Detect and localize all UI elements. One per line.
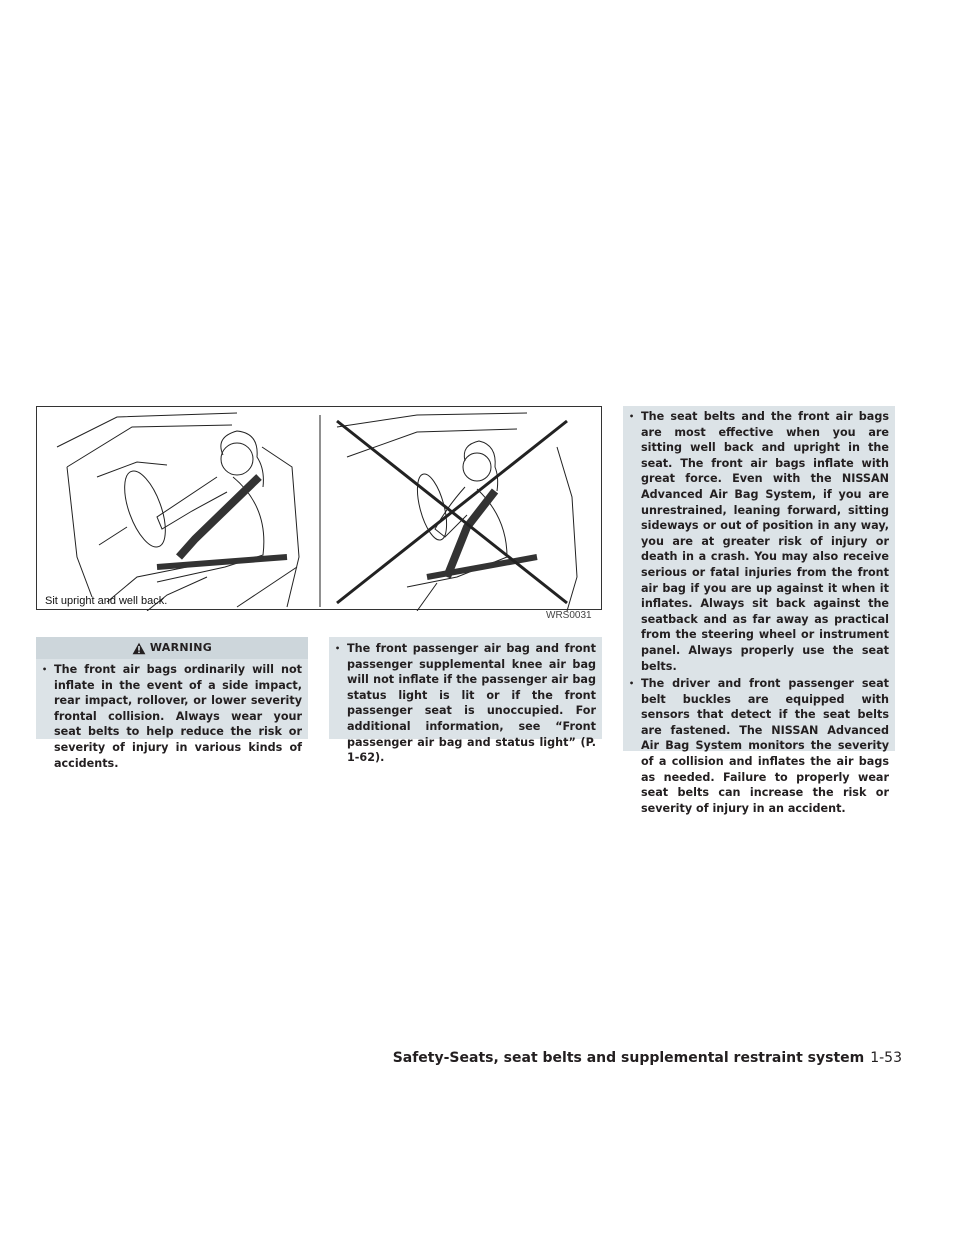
page-footer xyxy=(393,1050,902,1066)
warning-panel-left xyxy=(36,637,308,770)
warning-list-right xyxy=(623,406,895,816)
warning-header xyxy=(36,637,308,659)
warning-panel-right xyxy=(623,406,895,815)
warning-triangle-icon xyxy=(132,642,146,655)
warning-item: • The front air bags ordinarily will not inflate in the event of a side impact, rear impact, rollover, or lower severity frontal collision. Always wear your seat belts to help reduce the risk or severity of injury in various kinds of accidents. xyxy=(36,662,308,771)
footer-section-title: Safety-Seats, seat belts and supplemental restraint system xyxy=(392,1050,865,1066)
figure-caption: Sit upright and well back. xyxy=(45,595,168,607)
figure-code: WRS0031 xyxy=(546,610,592,621)
warning-panel-middle xyxy=(329,637,602,765)
seating-position-illustration xyxy=(37,407,603,611)
warning-item: • The front passenger air bag and front passenger supplemental knee air bag will not inflate if the passenger air bag status light is lit or if the front passenger seat is unoccupied. For additional information, see “Front passenger air bag and status light” (P. 1-62). xyxy=(329,641,602,766)
page-number: 1-53 xyxy=(870,1050,902,1066)
warning-heading: WARNING xyxy=(149,641,213,655)
warning-list-left xyxy=(36,659,308,771)
warning-list-middle xyxy=(329,637,602,766)
warning-item: • The seat belts and the front air bags are most effective when you are sitting well back and upright in the seat. The front air bags inflate with great force. Even with the NISSAN Advanced Air Bag System, if you are unrestrained, leaning forward, sitting sideways or out of position in any way, you are at greater risk of injury or death in a crash. You may also receive serious or fatal injuries from the front air bag if you are up against it when it inflates. Always sit back against the seatback and as far away as practical from the steering wheel or instrument panel. Always properly use the seat belts. xyxy=(623,409,895,674)
illustration-figure xyxy=(36,406,602,610)
warning-item: • The driver and front passenger seat belt buckles are equipped with sensors that detect if the seat belts are fastened. The NISSAN Advanced Air Bag System monitors the severity of a collision and inflates the air bags as needed. Failure to properly wear seat belts can increase the risk or severity of injury in an accident. xyxy=(623,676,895,816)
